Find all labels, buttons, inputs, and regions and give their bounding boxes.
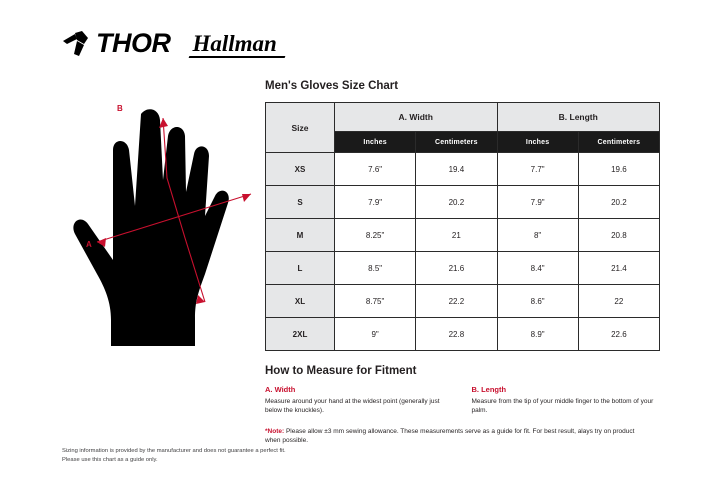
cell-length-inches: 8.6" <box>497 285 578 318</box>
cell-length-cm: 20.8 <box>578 219 659 252</box>
col-header-length-inches: Inches <box>497 132 578 153</box>
col-header-width-group: A. Width <box>335 103 498 132</box>
cell-length-inches: 7.7" <box>497 153 578 186</box>
cell-size: L <box>266 252 335 285</box>
cell-width-cm: 20.2 <box>416 186 497 219</box>
hallman-underline <box>188 56 285 58</box>
cell-size: XL <box>266 285 335 318</box>
cell-size: 2XL <box>266 318 335 351</box>
cell-width-cm: 21 <box>416 219 497 252</box>
glove-diagram <box>55 88 255 348</box>
how-to-length-block <box>472 385 661 416</box>
cell-length-cm: 21.4 <box>578 252 659 285</box>
table-row <box>266 285 660 318</box>
col-header-length-cm: Centimeters <box>578 132 659 153</box>
how-to-length-text: Measure from the tip of your middle finger to the bottom of your palm. <box>471 398 654 415</box>
cell-width-cm: 22.2 <box>416 285 497 318</box>
how-to-width-text: Measure around your hand at the widest point (generally just below the knuckles). <box>265 398 440 415</box>
footer-line-2: Please use this chart as a guide only. <box>62 457 158 464</box>
hallman-text: Hallman <box>192 31 277 56</box>
cell-width-cm: 21.6 <box>416 252 497 285</box>
table-row <box>266 252 660 285</box>
cell-length-cm: 22 <box>578 285 659 318</box>
col-header-width-cm: Centimeters <box>416 132 497 153</box>
cell-width-cm: 19.4 <box>416 153 497 186</box>
page-title: Men's Gloves Size Chart <box>265 80 399 92</box>
how-to-length-heading: B. Length <box>471 385 507 394</box>
cell-width-inches: 7.9" <box>335 186 416 219</box>
cell-width-inches: 7.6" <box>335 153 416 186</box>
sizing-note-text: Please allow ±3 mm sewing allowance. These measurements serve as a guide for fit. For best result, alays try on product when possible. <box>265 427 635 445</box>
how-to-measure-title: How to Measure for Fitment <box>265 365 417 377</box>
footer-line-1: Sizing information is provided by the manufacturer and does not guarantee a perfect fit. <box>62 448 286 454</box>
table-row <box>266 186 660 219</box>
cell-length-cm: 22.6 <box>578 318 659 351</box>
cell-width-inches: 8.5" <box>335 252 416 285</box>
how-to-measure-columns <box>265 385 660 416</box>
cell-length-cm: 20.2 <box>578 186 659 219</box>
hallman-wordmark <box>193 32 277 55</box>
col-header-length-group: B. Length <box>497 103 660 132</box>
cell-width-cm: 22.8 <box>416 318 497 351</box>
how-to-width-heading: A. Width <box>265 385 296 394</box>
cell-size: XS <box>266 153 335 186</box>
table-head <box>266 103 660 153</box>
cell-length-inches: 7.9" <box>497 186 578 219</box>
cell-width-inches: 8.75" <box>335 285 416 318</box>
brand-header <box>62 30 277 57</box>
col-header-width-inches: Inches <box>335 132 416 153</box>
how-to-width-block <box>265 385 454 416</box>
table-row <box>266 153 660 186</box>
table-body <box>266 153 660 351</box>
chart-column <box>265 80 660 446</box>
footer-disclaimer <box>62 447 362 466</box>
diagram-label-a: A <box>86 240 92 249</box>
cell-width-inches: 8.25" <box>335 219 416 252</box>
sizing-note-label: *Note: <box>265 427 285 435</box>
sizing-note <box>265 427 643 446</box>
cell-length-inches: 8.4" <box>497 252 578 285</box>
diagram-label-b: B <box>117 104 123 113</box>
thor-hammer-icon <box>62 31 92 57</box>
cell-length-inches: 8" <box>497 219 578 252</box>
cell-width-inches: 9" <box>335 318 416 351</box>
glove-illustration <box>55 88 255 348</box>
cell-size: S <box>266 186 335 219</box>
cell-size: M <box>266 219 335 252</box>
size-chart-table <box>265 102 660 351</box>
thor-wordmark: THOR <box>96 28 171 58</box>
table-row <box>266 219 660 252</box>
cell-length-inches: 8.9" <box>497 318 578 351</box>
thor-logo <box>62 30 171 57</box>
col-header-size: Size <box>266 103 335 153</box>
how-to-measure-section <box>265 365 660 446</box>
table-header-row-groups <box>266 103 660 132</box>
cell-length-cm: 19.6 <box>578 153 659 186</box>
table-row <box>266 318 660 351</box>
